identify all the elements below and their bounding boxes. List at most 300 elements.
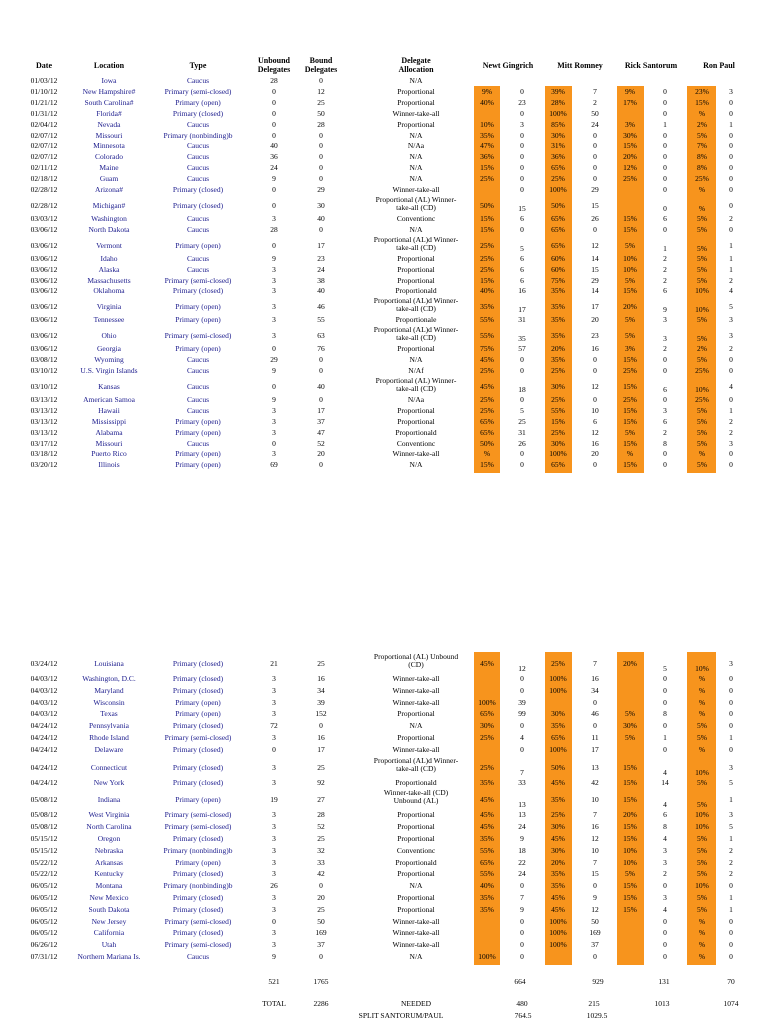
- romney-delegates-cell: 13: [591, 762, 599, 772]
- paul-pct-cell: %: [698, 449, 706, 459]
- location-cell: Alabama: [95, 427, 123, 437]
- paul-delegates-cell: 3: [729, 438, 733, 448]
- romney-pct-cell: 25%: [551, 659, 565, 668]
- type-cell: Primary (closed): [172, 777, 224, 787]
- gingrich-pct-cell: 25%: [480, 394, 494, 404]
- bound-cell: 12: [317, 86, 325, 96]
- gingrich-delegates-cell: 0: [520, 744, 524, 754]
- table-row: [0, 87, 768, 98]
- location-cell: North Carolina: [86, 822, 132, 832]
- romney-delegates-cell: 10: [591, 845, 599, 855]
- paul-pct-cell: 25%: [695, 366, 709, 375]
- location-cell: American Samoa: [83, 394, 135, 404]
- paul-pct-cell: 5%: [697, 355, 707, 365]
- santorum-needed: 1013: [654, 999, 670, 1008]
- paul-pct-cell: 5%: [697, 243, 707, 253]
- allocation-cell: N/A: [409, 163, 423, 173]
- paul-delegates-cell: 3: [729, 762, 733, 772]
- paul-pct-cell: 5%: [697, 130, 707, 140]
- bound-cell: 46: [317, 302, 325, 312]
- santorum-delegates-cell: 6: [663, 286, 667, 296]
- unbound-sum: 521: [268, 977, 280, 986]
- gingrich-delegates-cell: 4: [520, 733, 524, 742]
- date-cell: 01/10/12: [30, 86, 58, 96]
- paul-delegates-cell: 1: [729, 834, 733, 843]
- date-cell: 04/03/12: [30, 674, 58, 683]
- paul-pct-cell: 7%: [697, 141, 707, 151]
- romney-delegates-cell: 7: [593, 659, 597, 668]
- bound-cell: 0: [319, 174, 323, 184]
- table-row: [0, 822, 768, 834]
- date-cell: 06/26/12: [30, 940, 58, 950]
- romney-delegates-cell: 29: [591, 275, 599, 285]
- paul-delegates-cell: 1: [729, 893, 733, 902]
- gingrich-pct-cell: 40%: [480, 881, 494, 891]
- paul-delegates-cell: 5: [729, 822, 733, 832]
- paul-delegates-cell: 2: [729, 416, 733, 426]
- paul-delegates-cell: 0: [729, 940, 733, 950]
- type-cell: Caucus: [186, 253, 210, 263]
- date-cell: 02/18/12: [30, 174, 58, 184]
- gingrich-delegates-cell: 5: [520, 405, 524, 415]
- allocation-cell: Winner-take-all: [392, 674, 440, 683]
- unbound-cell: 3: [272, 928, 276, 938]
- allocation-cell: Proportional: [397, 86, 435, 96]
- allocation-cell: Proportionald: [395, 286, 437, 296]
- santorum-delegates-cell: 0: [663, 952, 667, 961]
- romney-delegates-cell: 16: [591, 438, 599, 448]
- allocation-cell: N/A: [409, 721, 423, 731]
- romney-pct-cell: 45%: [551, 777, 565, 787]
- table-row: [0, 276, 768, 287]
- location-cell: U.S. Virgin Islands: [80, 366, 138, 375]
- romney-pct-cell: 25%: [551, 366, 565, 375]
- romney-pct-cell: 35%: [551, 302, 565, 312]
- unbound-cell: 28: [270, 224, 278, 234]
- santorum-pct-cell: 20%: [623, 810, 637, 820]
- gingrich-delegates-cell: 22: [518, 857, 526, 867]
- romney-pct-cell: 39%: [551, 86, 565, 96]
- type-cell: Primary (closed): [172, 685, 224, 695]
- unbound-cell: 3: [272, 834, 276, 843]
- romney-delegates-cell: 12: [591, 381, 599, 391]
- santorum-delegates-cell: 2: [663, 869, 667, 879]
- paul-pct-cell: 5%: [697, 800, 707, 810]
- gingrich-delegates-cell: 0: [520, 449, 524, 459]
- type-cell: Caucus: [186, 394, 210, 404]
- allocation-cell: Winner-take-all: [392, 449, 440, 459]
- table-row: [0, 120, 768, 131]
- paul-delegates-cell: 2: [729, 845, 733, 855]
- date-cell: 04/24/12: [30, 721, 58, 731]
- allocation-cell: Proportional (AL) Winner-take-all (CD): [375, 194, 457, 212]
- unbound-cell: 3: [272, 777, 276, 787]
- romney-delegates-cell: 16: [591, 344, 599, 354]
- gingrich-pct-cell: 25%: [480, 405, 494, 415]
- table-row: [0, 810, 768, 822]
- paul-pct-cell: 5%: [697, 845, 707, 855]
- santorum-pct-cell: 5%: [625, 275, 635, 285]
- paul-pct-cell: %: [698, 185, 706, 194]
- romney-pct-cell: 65%: [551, 733, 565, 742]
- unbound-cell: 29: [270, 355, 278, 365]
- type-cell: Caucus: [186, 174, 210, 184]
- date-cell: 05/22/12: [30, 857, 58, 867]
- paul-pct-cell: 10%: [695, 881, 709, 891]
- allocation-cell: Proportional (AL) Unbound (CD): [373, 652, 459, 669]
- santorum-delegates-cell: 0: [663, 141, 667, 151]
- gingrich-pct-cell: 35%: [480, 302, 494, 312]
- type-cell: Caucus: [186, 381, 210, 391]
- allocation-cell: N/A: [409, 76, 423, 85]
- bound-cell: 50: [317, 916, 325, 926]
- gingrich-pct-cell: 50%: [480, 200, 494, 210]
- allocation-cell: Proportional: [397, 904, 435, 914]
- table-row: [0, 952, 768, 964]
- date-cell: 03/24/12: [30, 659, 58, 668]
- location-cell: Vermont: [96, 240, 122, 250]
- table-row: [0, 406, 768, 417]
- romney-delegates-cell: 15: [591, 869, 599, 879]
- santorum-pct-cell: 15%: [623, 355, 637, 365]
- date-cell: 04/24/12: [30, 777, 58, 787]
- location-cell: Massachusetts: [87, 275, 131, 285]
- type-cell: Caucus: [186, 355, 210, 365]
- date-cell: 06/05/12: [30, 904, 58, 914]
- paul-delegates-cell: 0: [729, 721, 733, 731]
- date-cell: 07/31/12: [30, 952, 58, 961]
- type-cell: Primary (semi-closed): [164, 275, 232, 285]
- romney-pct-cell: 65%: [551, 213, 565, 223]
- table-row: [0, 460, 768, 471]
- gingrich-delegates-cell: 0: [520, 881, 524, 891]
- bound-cell: 32: [317, 845, 325, 855]
- bound-cell: 76: [317, 344, 325, 354]
- santorum-delegates-cell: 9: [663, 305, 667, 315]
- table-row: [0, 163, 768, 174]
- gingrich-delegates-cell: 24: [518, 869, 526, 879]
- unbound-cell: 3: [272, 869, 276, 879]
- santorum-delegates-cell: 4: [663, 767, 667, 777]
- romney-delegates-cell: 0: [593, 130, 597, 140]
- type-cell: Primary (open): [175, 240, 221, 250]
- date-cell: 03/06/12: [30, 331, 58, 341]
- romney-pct-cell: 60%: [551, 253, 565, 263]
- santorum-delegates-cell: 3: [663, 857, 667, 867]
- santorum-delegates-cell: 0: [663, 185, 667, 194]
- total-value: 2286: [313, 999, 329, 1008]
- date-cell: 02/11/12: [30, 163, 58, 173]
- allocation-cell: Proportional: [397, 416, 435, 426]
- location-cell: Delaware: [94, 744, 124, 754]
- romney-pct-cell: 35%: [551, 315, 565, 325]
- santorum-pct-cell: 5%: [625, 709, 635, 719]
- romney-pct-cell: 35%: [551, 869, 565, 879]
- unbound-cell: 40: [270, 141, 278, 151]
- unbound-cell: 0: [272, 130, 276, 140]
- bound-cell: 0: [319, 881, 323, 891]
- date-cell: 04/03/12: [30, 709, 58, 719]
- paul-delegates-cell: 5: [729, 302, 733, 312]
- romney-pct-cell: 45%: [551, 904, 565, 914]
- paul-delegates-cell: 0: [729, 355, 733, 365]
- romney-pct-cell: 100%: [549, 108, 567, 118]
- gingrich-pct-cell: 15%: [480, 213, 494, 223]
- romney-pct-cell: 30%: [551, 822, 565, 832]
- bound-cell: 16: [317, 674, 325, 683]
- gingrich-pct-cell: 25%: [480, 253, 494, 263]
- paul-delegates-cell: 0: [729, 174, 733, 184]
- gingrich-pct-cell: 35%: [480, 130, 494, 140]
- type-cell: Caucus: [186, 141, 210, 151]
- santorum-delegates-cell: 2: [663, 253, 667, 263]
- allocation-cell: Proportional (AL)d Winner-take-all (CD): [373, 234, 459, 252]
- gingrich-pct-cell: 40%: [480, 97, 494, 107]
- type-cell: Primary (open): [175, 795, 221, 805]
- santorum-delegates-cell: 0: [663, 881, 667, 891]
- gingrich-delegates-cell: 12: [518, 664, 526, 673]
- santorum-delegates-cell: 3: [663, 405, 667, 415]
- romney-pct-cell: 30%: [551, 845, 565, 855]
- type-cell: Caucus: [186, 952, 210, 961]
- paul-delegates-cell: 0: [729, 744, 733, 754]
- paul-pct-cell: %: [698, 674, 706, 683]
- santorum-sum: 131: [658, 977, 670, 986]
- type-cell: Caucus: [186, 438, 210, 448]
- romney-delegates-cell: 14: [591, 253, 599, 263]
- romney-pct-cell: 30%: [551, 438, 565, 448]
- allocation-cell: N/A: [409, 224, 423, 234]
- paul-delegates-cell: 0: [729, 108, 733, 118]
- allocation-cell: Proportional: [397, 119, 435, 129]
- paul-delegates-cell: 0: [729, 916, 733, 926]
- unbound-cell: 0: [272, 97, 276, 107]
- type-cell: Caucus: [186, 366, 210, 375]
- gingrich-delegates-cell: 0: [520, 174, 524, 184]
- bound-cell: 0: [319, 130, 323, 140]
- romney-delegates-cell: 10: [591, 405, 599, 415]
- type-cell: Primary (semi-closed): [164, 331, 232, 341]
- allocation-cell: Proportional (AL)d Winner-take-all (CD): [373, 325, 459, 343]
- gingrich-pct-cell: 25%: [480, 174, 494, 184]
- location-cell: North Dakota: [88, 224, 130, 234]
- gingrich-pct-cell: 55%: [480, 869, 494, 879]
- paul-delegates-cell: 0: [729, 141, 733, 151]
- table-row: [0, 326, 768, 344]
- table-row: [0, 265, 768, 276]
- type-cell: Caucus: [186, 224, 210, 234]
- location-cell: Iowa: [101, 76, 117, 85]
- date-cell: 02/07/12: [30, 130, 58, 140]
- gingrich-pct-cell: 25%: [480, 264, 494, 274]
- paul-pct-cell: 8%: [697, 152, 707, 162]
- unbound-cell: 21: [270, 659, 278, 668]
- allocation-cell: Proportionale: [395, 315, 437, 325]
- paul-pct-cell: 5%: [697, 460, 707, 470]
- paul-delegates-cell: 0: [729, 163, 733, 173]
- paul-pct-cell: 25%: [695, 174, 709, 184]
- table-row: [0, 653, 768, 674]
- romney-pct-cell: 35%: [551, 881, 565, 891]
- paul-sum: 70: [727, 977, 735, 986]
- table-row: [0, 721, 768, 733]
- paul-pct-cell: 5%: [697, 253, 707, 263]
- santorum-delegates-cell: 2: [663, 275, 667, 285]
- type-cell: Primary (open): [175, 315, 221, 325]
- table-row: [0, 428, 768, 439]
- gingrich-pct-cell: 36%: [480, 152, 494, 162]
- paul-delegates-cell: 0: [729, 97, 733, 107]
- type-cell: Caucus: [186, 213, 210, 223]
- location-cell: New Mexico: [89, 893, 129, 902]
- romney-pct-cell: 36%: [551, 152, 565, 162]
- paul-delegates-cell: 0: [729, 460, 733, 470]
- allocation-cell: Conventionc: [396, 213, 436, 223]
- location-cell: Nevada: [97, 119, 121, 129]
- type-cell: Primary (nonbinding)b: [163, 130, 233, 140]
- santorum-pct-cell: 25%: [623, 366, 637, 375]
- bound-cell: 25: [317, 904, 325, 914]
- santorum-delegates-cell: 0: [663, 697, 667, 707]
- paul-delegates-cell: 1: [729, 119, 733, 129]
- paul-pct-cell: %: [698, 108, 706, 118]
- type-cell: Primary (open): [175, 416, 221, 426]
- type-cell: Primary (open): [175, 344, 221, 354]
- gingrich-delegates-cell: 31: [518, 427, 526, 437]
- table-row: [0, 881, 768, 893]
- table-row: [0, 940, 768, 952]
- gingrich-delegates-cell: 3: [520, 119, 524, 129]
- unbound-cell: 0: [272, 438, 276, 448]
- type-cell: Primary (open): [175, 697, 221, 707]
- table-row: [0, 449, 768, 460]
- bound-cell: 0: [319, 355, 323, 365]
- gingrich-delegates-cell: 57: [518, 344, 526, 354]
- romney-pct-cell: 100%: [549, 449, 567, 459]
- gingrich-delegates-cell: 6: [520, 213, 524, 223]
- date-cell: 04/03/12: [30, 697, 58, 707]
- gingrich-pct-cell: 55%: [480, 845, 494, 855]
- gingrich-delegates-cell: 0: [520, 928, 524, 938]
- location-cell: New Hampshire#: [82, 86, 136, 96]
- unbound-cell: 72: [270, 721, 278, 731]
- romney-pct-cell: 45%: [551, 834, 565, 843]
- split-label: SPLIT SANTORUM/PAUL: [358, 1011, 444, 1020]
- romney-pct-cell: 31%: [551, 141, 565, 151]
- gingrich-delegates-cell: 0: [520, 674, 524, 683]
- santorum-delegates-cell: 0: [663, 97, 667, 107]
- santorum-pct-cell: 10%: [623, 845, 637, 855]
- gingrich-pct-cell: 50%: [480, 438, 494, 448]
- santorum-pct-cell: 15%: [623, 381, 637, 391]
- romney-pct-cell: 30%: [551, 709, 565, 719]
- romney-pct-cell: 28%: [551, 97, 565, 107]
- romney-delegates-cell: 2: [593, 97, 597, 107]
- table-row: [0, 905, 768, 917]
- gingrich-pct-cell: 45%: [480, 355, 494, 365]
- location-cell: Michigan#: [92, 200, 126, 210]
- paul-pct-cell: 10%: [695, 810, 709, 820]
- location-cell: Maine: [99, 163, 119, 173]
- type-cell: Caucus: [186, 264, 210, 274]
- type-cell: Primary (semi-closed): [164, 733, 232, 742]
- santorum-delegates-cell: 5: [663, 664, 667, 673]
- unbound-cell: 9: [272, 394, 276, 404]
- unbound-cell: 28: [270, 76, 278, 85]
- romney-delegates-cell: 24: [591, 119, 599, 129]
- paul-pct-cell: 10%: [695, 664, 709, 673]
- allocation-cell: Proportionald: [395, 427, 437, 437]
- gingrich-delegates-cell: 13: [518, 800, 526, 810]
- date-cell: 02/28/12: [30, 185, 58, 194]
- gingrich-pct-cell: 15%: [480, 275, 494, 285]
- allocation-cell: Winner-take-all: [392, 916, 440, 926]
- bound-cell: 20: [317, 893, 325, 902]
- paul-pct-cell: %: [698, 709, 706, 719]
- allocation-cell: Conventionc: [396, 845, 436, 855]
- romney-pct-cell: 100%: [549, 928, 567, 938]
- unbound-cell: 0: [272, 744, 276, 754]
- allocation-cell: Winner-take-all: [392, 744, 440, 754]
- paul-pct-cell: 10%: [695, 767, 709, 777]
- bound-cell: 23: [317, 253, 325, 263]
- location-cell: Wyoming: [94, 355, 124, 365]
- unbound-cell: 3: [272, 264, 276, 274]
- date-cell: 03/20/12: [30, 460, 58, 470]
- romney-delegates-cell: 12: [591, 834, 599, 843]
- bound-cell: 152: [315, 709, 327, 719]
- gingrich-pct-cell: 40%: [480, 286, 494, 296]
- romney-delegates-cell: 14: [591, 286, 599, 296]
- gingrich-delegates-cell: 0: [520, 185, 524, 194]
- location-cell: Missouri: [95, 438, 123, 448]
- gingrich-delegates-cell: 15: [518, 203, 526, 213]
- bound-cell: 0: [319, 721, 323, 731]
- bound-cell: 52: [317, 822, 325, 832]
- date-cell: 06/05/12: [30, 928, 58, 938]
- date-cell: 02/07/12: [30, 141, 58, 151]
- santorum-pct-cell: 20%: [623, 302, 637, 312]
- date-cell: 04/03/12: [30, 685, 58, 695]
- santorum-pct-cell: 5%: [625, 331, 635, 341]
- santorum-delegates-cell: 0: [663, 203, 667, 213]
- table-row: [0, 869, 768, 881]
- gingrich-delegates-cell: 26: [518, 438, 526, 448]
- santorum-pct-cell: 15%: [623, 141, 637, 151]
- date-cell: 03/10/12: [30, 366, 58, 375]
- santorum-delegates-cell: 3: [663, 845, 667, 855]
- paul-delegates-cell: 1: [729, 253, 733, 263]
- santorum-pct-cell: 15%: [623, 286, 637, 296]
- gingrich-delegates-cell: 0: [520, 355, 524, 365]
- location-cell: Indiana: [97, 795, 121, 805]
- romney-delegates-cell: 15: [591, 200, 599, 210]
- paul-delegates-cell: 0: [729, 185, 733, 194]
- allocation-cell: Conventionc: [396, 438, 436, 448]
- gingrich-pct-cell: 25%: [480, 733, 494, 742]
- romney-pct-cell: 100%: [549, 185, 567, 194]
- table-row: [0, 917, 768, 929]
- bound-cell: 17: [317, 744, 325, 754]
- bound-cell: 25: [317, 97, 325, 107]
- location-cell: Utah: [101, 940, 117, 950]
- santorum-pct-cell: 15%: [623, 224, 637, 234]
- location-cell: Kansas: [98, 381, 120, 391]
- unbound-cell: 19: [270, 795, 278, 805]
- date-cell: 06/05/12: [30, 881, 58, 891]
- allocation-cell: N/Af: [408, 366, 424, 375]
- paul-pct-cell: 5%: [697, 834, 707, 843]
